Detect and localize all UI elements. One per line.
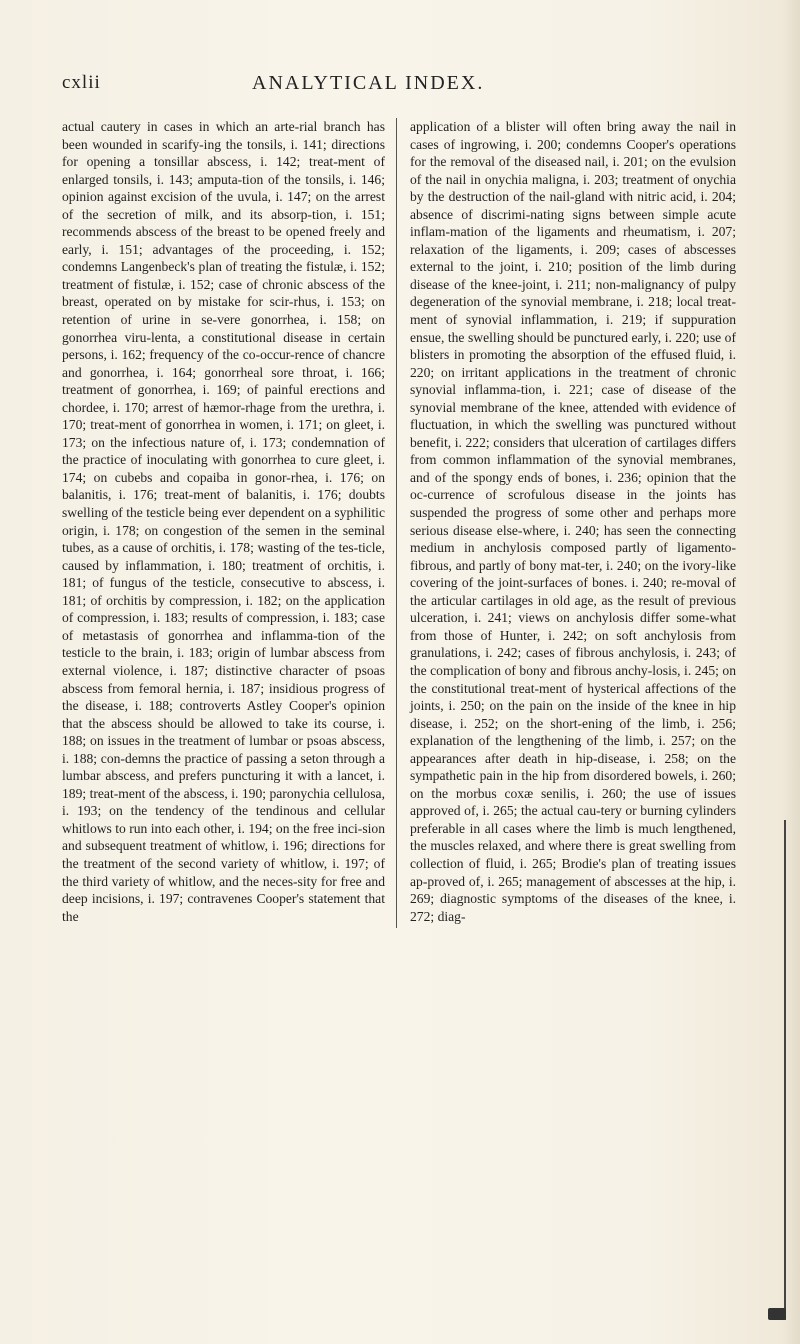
left-column-text: actual cautery in cases in which an arte-rial branch has been wounded in scarify-ing the tonsils, i. 141; directions for opening a tonsillar abscess, i. 142; treat-ment of enlarged tonsils, i. 143; amputa-tion of the tonsils, i. 146; opinion against excision of the uvula, i. 147; on the arrest of the secretion of milk, and its absorp-tion, i. 151; recommends abscess of the breast to be opened freely and early, i. 151; advantages of the proceeding, i. 152; condemns Langenbeck's plan of treating the fistulæ, i. 152; treatment of fistulæ, i. 152; case of chronic abscess of the breast, operated on by mistake for scir-rhus, i. 153; on retention of urine in se-vere gonorrhea, i. 158; on gonorrhea viru-lenta, a constitutional disease in certain persons, i. 162; frequency of the co-occur-rence of chancre and gonorrhea, i. 164; gonorrheal sore throat, i. 166; treatment of gonorrhea, i. 169; of painful erections and chordee, i. 170; arrest of hæmor-rhage from the urethra, i. 170; treat-ment of gonorrhea in women, i. 171; on gleet, i. 173; on the infectious nature of, i. 173; condemnation of the practice of inoculating with gonorrhea to cure gleet, i. 174; on cubebs and copaiba in gonor-rhea, i. 176; on balanitis, i. 176; treat-ment of balanitis, i. 176; doubts swelling of the testicle being ever dependent on a syphilitic origin, i. 178; on congestion of the semen in the seminal tubes, as a cause of orchitis, i. 178; wasting of the tes-ticle, caused by inflammation, i. 180; treatment of orchitis, i. 181; of fungus of the testicle, consecutive to abscess, i. 181; of orchitis by compression, i. 182; on the application of compression, i. 183; results of compression, i. 183; case of metastasis of gonorrhea and inflamma-tion of the testicle to the brain, i. 183; origin of lumbar abscess from external violence, i. 187; distinctive character of psoas abscess from femoral hernia, i. 187; insidious progress of the disease, i. 188; controverts Astley Cooper's opinion that the abscess should be allowed to take its course, i. 188; on issues in the treatment of lumbar or psoas abscess, i. 188; con-demns the practice of passing a seton through a lumbar abscess, and prefers puncturing it with a lancet, i. 189; treat-ment of the abscess, i. 190; paronychia cellulosa, i. 193; on the tendency of the tendinous and cellular whitlows to run into each other, i. 194; on the free inci-sion and subsequent treatment of whitlow, i. 196; directions for the treatment of the second variety of whitlow, i. 197; of the third variety of whitlow, and the neces-sity for free and deep incisions, i. 197; contravenes Cooper's statement that the xyxy=(62,119,385,924)
running-title: ANALYTICAL INDEX. xyxy=(252,72,485,94)
right-column-text: application of a blister will often bring away the nail in cases of ingrowing, i. 200; condemns Cooper's operations for the removal of the diseased nail, i. 201; on the evulsion of the nail in onychia maligna, i. 203; treatment of onychia by the destruction of the nail-gland with nitric acid, i. 204; absence of discrimi-nating signs between simple acute inflam-mation of the ligaments and rheumatism, i. 207; relaxation of the ligaments, i. 209; cases of abscesses external to the joint, i. 210; position of the limb during disease of the knee-joint, i. 211; non-malignancy of pulpy degeneration of the synovial membrane, i. 218; local treat-ment of synovial inflammation, i. 219; if suppuration ensue, the swelling should be punctured early, i. 220; use of blisters in promoting the absorption of the effused fluid, i. 220; on irritant applications in the treatment of chronic synovial inflamma-tion, i. 221; case of disease of the synovial membrane of the knee, attended with evidence of fluctuation, in which the swelling was punctured without benefit, i. 222; considers that ulceration of cartilages differs from common inflammation of the synovial membranes, and of the spongy ends of bones, i. 236; opinion that the oc-currence of scrofulous disease in the joints has suspended the progress of some other and perhaps more serious disease else-where, i. 240; has seen the connecting medium in anchylosis composed partly of ligamento-fibrous, and partly of bony mat-ter, i. 240; on the ivory-like covering of the joint-surfaces of bones. i. 240; re-moval of the articular cartilages in old age, as the result of previous ulceration, i. 241; views on anchylosis differ some-what from those of Hunter, i. 242; on soft anchylosis from granulations, i. 242; cases of fibrous anchylosis, i. 243; of the complication of bony and fibrous anchy-losis, i. 245; on the constitutional treat-ment of hysterical affections of the joints, i. 250; on the pain on the inside of the knee in hip disease, i. 252; on the short-ening of the limb, i. 256; explanation of the lengthening of the limb, i. 257; on the appearances after death in hip-disease, i. 258; on the sympathetic pain in the hip from disordered bowels, i. 260; on the morbus coxæ senilis, i. 260; the use of issues approved of, i. 265; the actual cau-tery or burning cylinders preferable in all cases where the limb is much lengthened, the muscles relaxed, and where there is great swelling from collection of fluid, i. 265; Brodie's plan of treating issues ap-proved of, i. 265; management of abscesses at the hip, i. 269; diagnostic symptoms of the diseases of the knee, i. 272; diag- xyxy=(410,119,736,924)
page-number: cxlii xyxy=(62,72,101,93)
page-header xyxy=(62,72,727,100)
page-edge-rule xyxy=(784,820,786,1320)
column-divider xyxy=(396,118,397,928)
page-edge-mark xyxy=(768,1308,786,1320)
